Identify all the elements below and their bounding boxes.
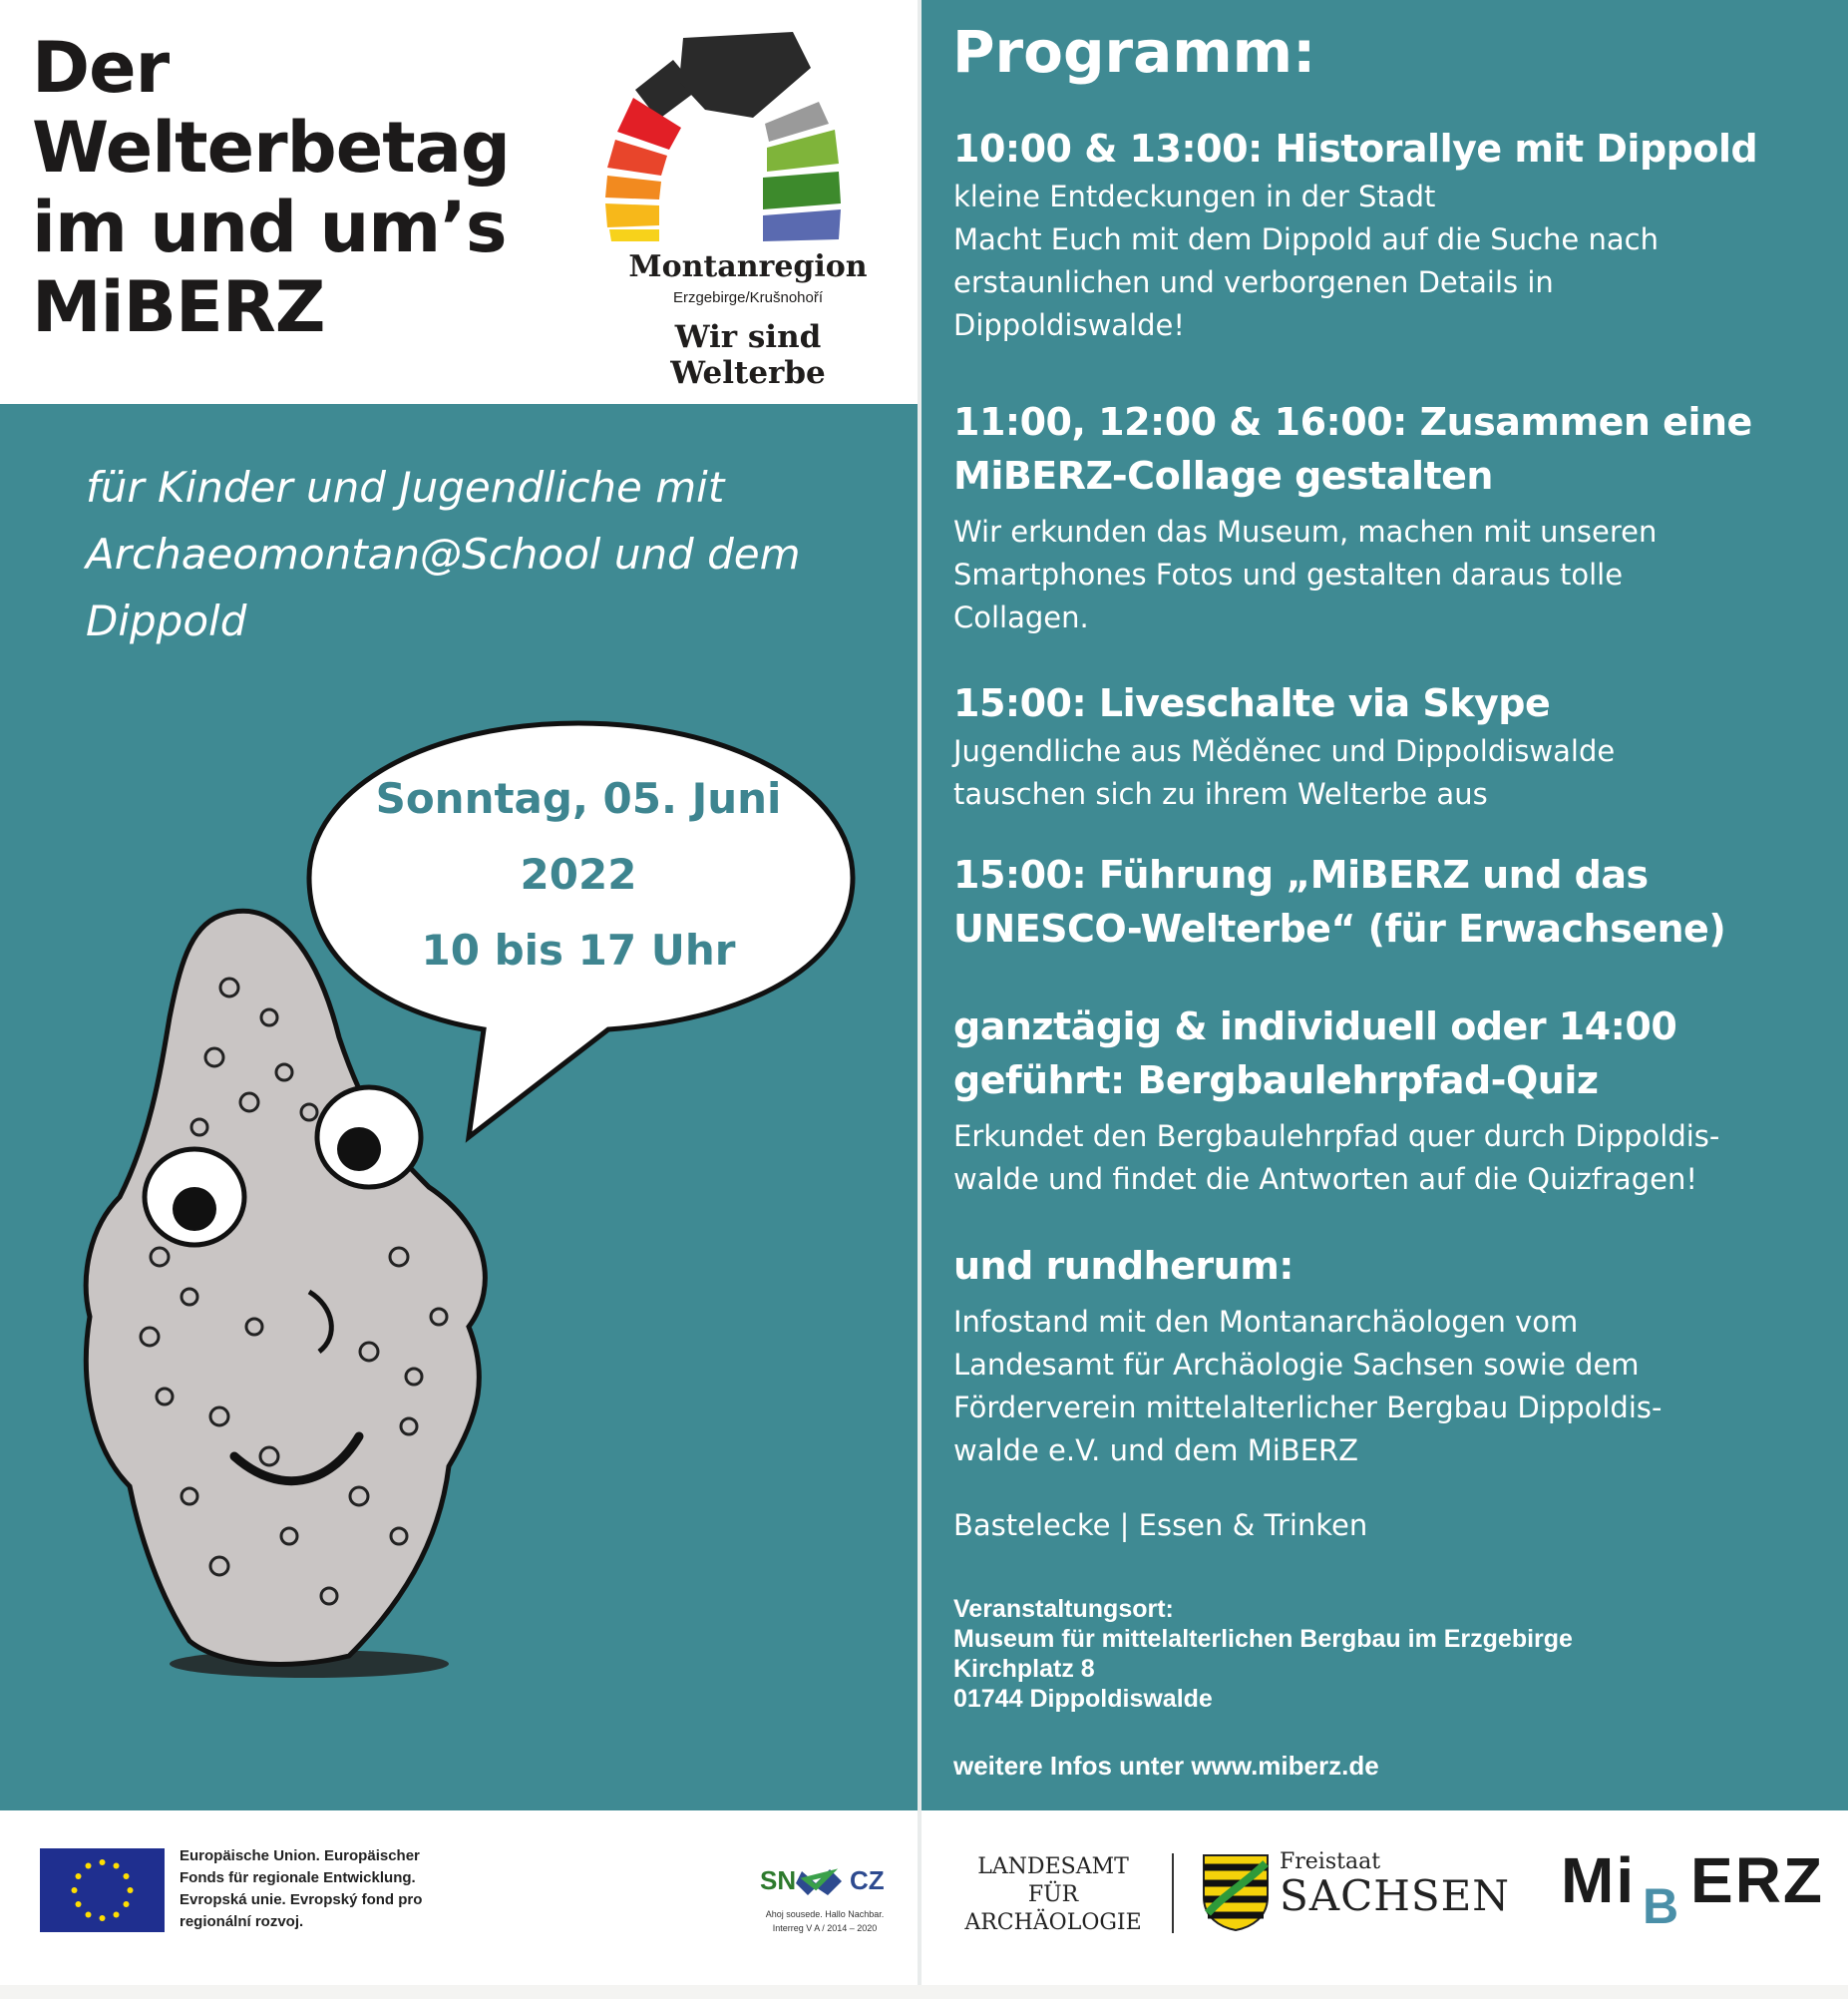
program-heading: Programm: [952, 18, 1316, 86]
section-title: 10:00 & 13:00: Historallye mit Dippold [953, 127, 1758, 171]
eu-funding-text [180, 1845, 479, 1933]
arch-band [605, 176, 661, 200]
logo-subtitle: Erzgebirge/Krušnohoří [672, 289, 824, 306]
section-line: Jugendliche aus Měděnec und Dippoldiswalde [953, 734, 1616, 768]
interreg-text [750, 1907, 900, 1935]
interreg-line: Ahoj sousede. Hallo Nachbar. [765, 1909, 885, 1919]
landesamt-logo [953, 1853, 1153, 1937]
section-line: Erkundet den Bergbaulehrpfad quer durch Dippoldis- [953, 1119, 1720, 1153]
eu-line: Evropská unie. Evropský fond pro [180, 1891, 423, 1908]
section-line: Wir erkunden das Museum, machen mit unseren [953, 515, 1658, 549]
program-section [953, 1239, 1831, 1547]
eu-flag-icon [40, 1848, 165, 1932]
section-line: tauschen sich zu ihrem Welterbe aus [953, 777, 1488, 811]
sachsen-crest-icon [1202, 1853, 1270, 1931]
arch-band [609, 229, 659, 241]
cz-label: CZ [850, 1865, 885, 1895]
lfa-line: LANDESAMT [977, 1854, 1129, 1879]
more-info-link[interactable]: weitere Infos unter www.miberz.de [953, 1751, 1379, 1781]
freistaat-label: Freistaat [1280, 1849, 1381, 1874]
title-line: MiBERZ [32, 266, 325, 348]
dippold-stone-mascot [70, 898, 549, 1686]
miberz-b: B [1643, 1878, 1679, 1934]
eu-line: Europäische Union. Europäischer [180, 1847, 420, 1864]
miberz-logo [1561, 1843, 1824, 1953]
program-section [953, 1000, 1831, 1201]
section-line: kleine Entdeckungen in der Stadt [953, 180, 1436, 213]
program-section [953, 676, 1831, 816]
subtitle-line: für Kinder und Jugendliche mit [86, 463, 725, 512]
section-line: erstaunlichen und verborgenen Details in [953, 265, 1554, 299]
section-line: Förderverein mittelalterlicher Bergbau Dippoldis- [953, 1391, 1663, 1424]
interreg-line: Interreg V A / 2014 – 2020 [772, 1923, 878, 1933]
venue-street: Kirchplatz 8 [953, 1655, 1095, 1683]
montanregion-arch-icon [603, 28, 893, 242]
flyer-title [32, 28, 551, 347]
audience-text [86, 454, 844, 654]
extras-line: Bastelecke | Essen & Trinken [953, 1508, 1368, 1542]
event-year: 2022 [520, 850, 637, 899]
arch-band [605, 203, 659, 227]
title-line: Welterbetag [32, 107, 511, 189]
venue-name: Museum für mittelalterlichen Bergbau im Erzgebirge [953, 1625, 1573, 1653]
section-title: 15:00: Führung „MiBERZ und das UNESCO-Welterbe“ (für Erwachsene) [953, 853, 1726, 951]
section-line: walde und findet die Antworten auf die Quizfragen! [953, 1162, 1697, 1196]
event-day: Sonntag, 05. Juni [375, 774, 782, 823]
logo-slogan: Wir sind Welterbe [670, 319, 826, 391]
miberz-erz: ERZ [1690, 1844, 1824, 1916]
title-line: Der [32, 27, 170, 109]
section-line: Collagen. [953, 600, 1089, 634]
program-section [953, 122, 1831, 347]
event-hours: 10 bis 17 Uhr [421, 926, 736, 975]
logo-divider [1172, 1853, 1174, 1933]
section-title: 11:00, 12:00 & 16:00: Zusammen eine MiBERZ-Collage gestalten [953, 400, 1752, 498]
title-line: im und um’s [32, 187, 507, 268]
miberz-mi: Mi [1561, 1844, 1637, 1916]
logo-name: Montanregion [628, 249, 868, 284]
section-line: Infostand mit den Montanarchäologen vom [953, 1305, 1579, 1339]
program-section [953, 848, 1831, 956]
montanregion-logo [603, 28, 893, 391]
venue-city: 01744 Dippoldiswalde [953, 1685, 1213, 1713]
venue-block [953, 1594, 1831, 1714]
section-line: Landesamt für Archäologie Sachsen sowie dem [953, 1348, 1640, 1382]
arch-band [763, 172, 841, 209]
program-section [953, 395, 1831, 639]
arch-band [763, 209, 841, 241]
sachsen-label: SACHSEN [1280, 1871, 1511, 1920]
section-line: Macht Euch mit dem Dippold auf die Suche nach [953, 222, 1659, 256]
venue-label: Veranstaltungsort: [953, 1595, 1174, 1623]
section-title: 15:00: Liveschalte via Skype [953, 681, 1551, 725]
section-line: walde e.V. und dem MiBERZ [953, 1433, 1359, 1467]
eu-line: regionální rozvoj. [180, 1913, 304, 1930]
section-line: Smartphones Fotos und gestalten daraus tolle [953, 558, 1624, 592]
subtitle-line: Archaeomontan@School und dem [86, 530, 801, 579]
sn-label: SN [760, 1865, 797, 1895]
lfa-line: FÜR ARCHÄOLOGIE [964, 1882, 1142, 1935]
section-title: ganztägig & individuell oder 14:00 geführt: Bergbaulehrpfad-Quiz [953, 1004, 1677, 1102]
eu-line: Fonds für regionale Entwicklung. [180, 1869, 416, 1886]
section-title: und rundherum: [953, 1244, 1294, 1288]
section-line: Dippoldiswalde! [953, 308, 1185, 342]
subtitle-line: Dippold [86, 597, 247, 645]
